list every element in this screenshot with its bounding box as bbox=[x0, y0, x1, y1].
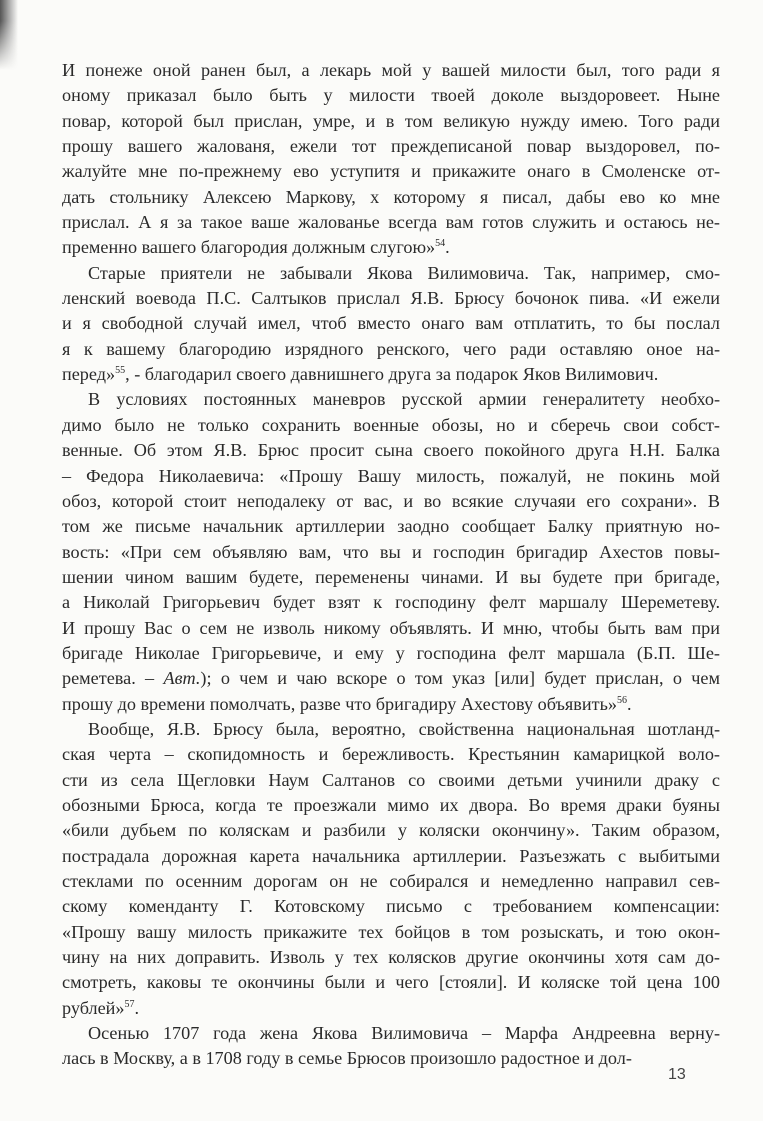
binding-shadow bbox=[0, 0, 18, 70]
text-run: обоз, которой стоит неподалеку от вас, и во всякие случаяи его сохрани». В bbox=[62, 490, 720, 511]
text-run: я к вашему благородию изрядного ренского, чего ради оставляю оное на- bbox=[62, 338, 720, 359]
text-run: чину на них доправить. Изволь у тех колясков другие окончины хотя сам до- bbox=[62, 947, 720, 968]
text-line bbox=[62, 362, 720, 387]
text-run: лась в Москву, а в 1708 году в семье Брюсов произошло радостное и дол- bbox=[62, 1048, 632, 1069]
paragraph bbox=[62, 261, 720, 388]
text-run: ленский воевода П.С. Салтыков прислал Я.В. Брюсу бочонок пива. «И ежели bbox=[62, 288, 720, 309]
text-run: жалуйте мне по-прежнему ево уступитя и прикажите онаго в Смоленске от- bbox=[62, 161, 720, 182]
text-run: . bbox=[626, 693, 632, 714]
text-line bbox=[62, 565, 720, 590]
text-run: реметева. – bbox=[62, 668, 164, 689]
text-run: И понеже оной ранен был, а лекарь мой у вашей милости был, того ради я bbox=[62, 60, 720, 80]
text-run: венные. Об этом Я.В. Брюс просит сына своего покойного друга Н.Н. Балка bbox=[62, 440, 720, 461]
text-run: смотреть, каковы те окончины были и чего [стояли]. И коляске той цена 100 bbox=[62, 972, 720, 993]
text-line bbox=[62, 641, 720, 666]
text-run: пременно вашего благородия должным слугою» bbox=[62, 237, 436, 258]
footnote-ref: 55 bbox=[115, 365, 126, 377]
text-line bbox=[62, 159, 720, 184]
text-line bbox=[62, 514, 720, 539]
text-run: «Прошу вашу милость прикажите тех бойцов в том розыскать, и тою окон- bbox=[62, 921, 720, 942]
text-line bbox=[62, 489, 720, 514]
text-run: обозными Брюса, когда те проезжали мимо их двора. Во время драки буяны bbox=[62, 794, 720, 815]
text-line bbox=[62, 666, 720, 691]
text-run: том же письме начальник артиллерии заодно сообщает Балку приятную но- bbox=[62, 516, 720, 537]
text-line bbox=[62, 109, 720, 134]
paragraph bbox=[62, 58, 720, 261]
italic-text: Авт. bbox=[163, 668, 201, 689]
text-run: . bbox=[134, 997, 140, 1018]
text-run: Осенью 1707 года жена Якова Вилимовича – Марфа Андреевна верну- bbox=[88, 1023, 720, 1044]
text-run: ); о чем и чаю вскоре о том указ [или] будет прислан, о чем bbox=[200, 668, 720, 689]
text-run: скому коменданту Г. Котовскому письмо с требованием компенсации: bbox=[62, 896, 720, 917]
text-line bbox=[62, 235, 720, 260]
text-run: перед» bbox=[62, 364, 116, 385]
text-run: прислал. А я за такое ваше жалованье всегда вам готов служить и остаюсь не- bbox=[62, 212, 720, 233]
text-run: , - благодарил своего давнишнего друга за подарок Яков Вилимович. bbox=[125, 364, 659, 385]
text-line bbox=[62, 185, 720, 210]
text-line bbox=[62, 844, 720, 869]
text-line bbox=[62, 58, 720, 83]
text-line bbox=[62, 894, 720, 919]
text-run: прошу до времени помолчать, разве что бригадиру Ахестову объявить» bbox=[62, 693, 617, 714]
text-run: Старые приятели не забывали Якова Вилимовича. Так, например, смо- bbox=[88, 262, 720, 283]
text-run: а Николай Григорьевич будет взят к господину фелт маршалу Шереметеву. bbox=[62, 592, 720, 613]
text-run: оному приказал было быть у милости твоей доколе выздоровеет. Ныне bbox=[62, 85, 720, 106]
text-line bbox=[62, 920, 720, 945]
text-run: димо было не только сохранить военные обозы, но и сберечь свои собст- bbox=[62, 414, 720, 435]
footnote-ref: 56 bbox=[616, 694, 627, 706]
text-line bbox=[62, 261, 720, 286]
text-line bbox=[62, 616, 720, 641]
text-line bbox=[62, 387, 720, 412]
text-run: и я свободной случай имел, чтоб вместо онаго вам отплатить, то бы послал bbox=[62, 313, 720, 334]
paragraph bbox=[62, 717, 720, 1021]
text-run: В условиях постоянных маневров русской армии генералитету необхо- bbox=[88, 389, 720, 410]
text-run: шении чином вашим будете, переменены чинами. И вы будете при бригаде, bbox=[62, 566, 720, 587]
text-line bbox=[62, 134, 720, 159]
text-run: рублей» bbox=[62, 997, 125, 1018]
text-line bbox=[62, 692, 720, 717]
text-line bbox=[62, 413, 720, 438]
text-line bbox=[62, 742, 720, 767]
text-line bbox=[62, 464, 720, 489]
text-run: И прошу Вас о сем не изволь никому объявлять. И мню, чтобы быть вам при bbox=[62, 617, 720, 638]
page-body-text bbox=[62, 58, 720, 1072]
text-line bbox=[62, 717, 720, 742]
text-line bbox=[62, 83, 720, 108]
text-line bbox=[62, 311, 720, 336]
text-line bbox=[62, 1021, 720, 1046]
text-run: стеклами по осенним дорогам он не собирался и немедленно направил сев- bbox=[62, 871, 720, 891]
paragraph bbox=[62, 1021, 720, 1072]
text-run: повар, которой был прислан, умре, и в том великую нужду имею. Того ради bbox=[62, 110, 720, 131]
text-run: бригаде Николае Григорьевиче, и ему у господина фелт маршала (Б.П. Ше- bbox=[62, 642, 720, 663]
text-line bbox=[62, 970, 720, 995]
text-line bbox=[62, 590, 720, 615]
text-line bbox=[62, 210, 720, 235]
text-run: ская черта – скопидомность и бережливость. Крестьянин камарицкой воло- bbox=[62, 744, 720, 765]
text-line bbox=[62, 337, 720, 362]
paragraph bbox=[62, 387, 720, 716]
text-run: пострадала дорожная карета начальника артиллерии. Разъезжать с выбитыми bbox=[62, 845, 720, 866]
footnote-ref: 54 bbox=[435, 238, 446, 250]
text-run: вость: «При сем объявляю вам, что вы и господин бригадир Ахестов повы- bbox=[62, 541, 720, 562]
text-line bbox=[62, 768, 720, 793]
text-run: дать стольнику Алексею Маркову, х которому я писал, дабы ево ко мне bbox=[62, 186, 720, 207]
text-line bbox=[62, 793, 720, 818]
text-run: – Федора Николаевича: «Прошу Вашу милость, пожалуй, не покинь мой bbox=[62, 465, 720, 486]
text-line bbox=[62, 1046, 720, 1071]
text-line bbox=[62, 438, 720, 463]
text-run: прошу вашего жалованя, ежели тот преждеписаной повар выздоровел, по- bbox=[62, 136, 720, 157]
text-line bbox=[62, 540, 720, 565]
page-number: 13 bbox=[668, 1066, 686, 1083]
text-run: Вообще, Я.В. Брюсу была, вероятно, свойственна национальная шотланд- bbox=[88, 718, 720, 739]
text-line bbox=[62, 286, 720, 311]
text-run: сти из села Щегловки Наум Салтанов со своими детьми учинили драку с bbox=[62, 769, 720, 790]
footnote-ref: 57 bbox=[124, 998, 135, 1010]
text-run: «били дубьем по коляскам и разбили у коляски окончину». Таким образом, bbox=[62, 820, 720, 841]
text-line bbox=[62, 869, 720, 894]
text-line bbox=[62, 818, 720, 843]
text-line bbox=[62, 996, 720, 1021]
text-run: . bbox=[445, 237, 450, 258]
text-line bbox=[62, 945, 720, 970]
